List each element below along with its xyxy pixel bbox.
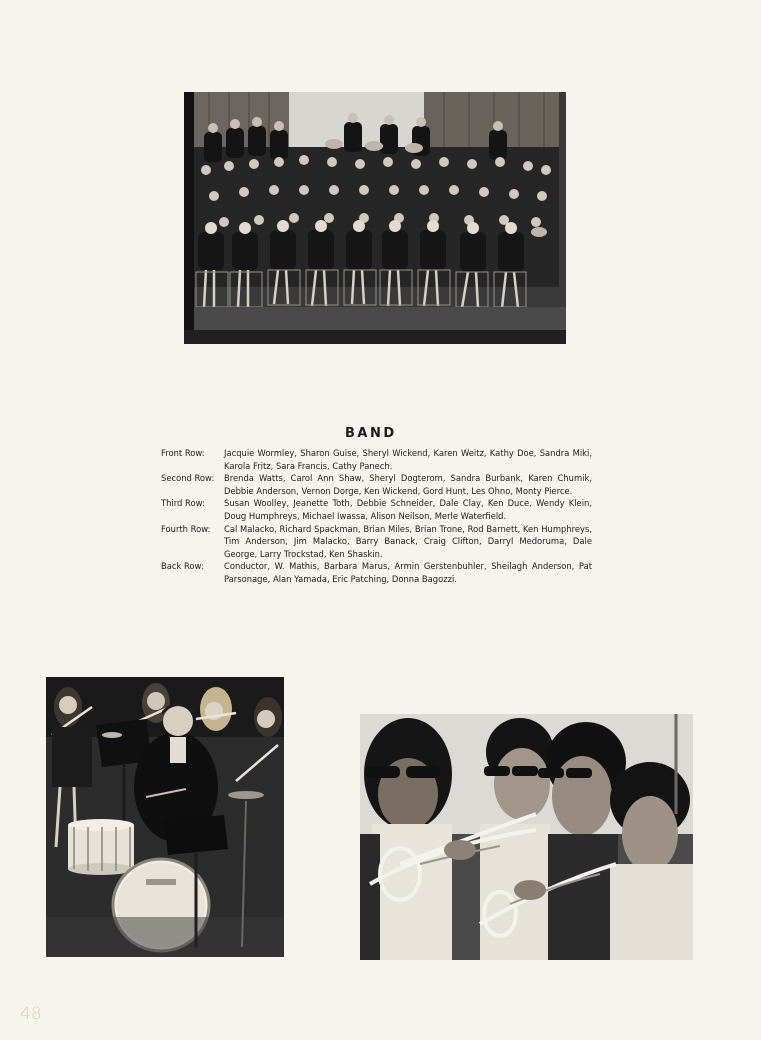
band-group-photo (184, 92, 566, 344)
trumpet-players-photo (360, 714, 693, 960)
row-label: Third Row: (161, 498, 205, 509)
row-label: Front Row: (161, 448, 205, 458)
row-names: Conductor, W. Mathis, Barbara Marus, Armin Gerstenbuhler, Sheilagh Anderson, Pat Parsonage, Alan Yamada, Eric Patching, Donna Bagozzi. (224, 561, 592, 584)
section-title: BAND (345, 426, 397, 441)
roster-row (161, 560, 592, 585)
roster-row (161, 472, 592, 497)
band-roster (161, 447, 592, 586)
row-names: Jacquie Wormley, Sharon Guise, Sheryl Wickend, Karen Weitz, Kathy Doe, Sandra Miki, Karola Fritz, Sara Francis, Cathy Panech. (224, 448, 592, 471)
roster-row (161, 523, 592, 561)
roster-row (161, 447, 592, 472)
drummer-photo (46, 677, 284, 957)
roster-row (161, 497, 592, 522)
row-names: Susan Woolley, Jeanette Toth, Debbie Schneider, Dale Clay, Ken Duce, Wendy Klein, Doug Humphreys, Michael Iwassa, Alison Neilson, Merle Waterfield. (224, 498, 592, 521)
row-label: Second Row: (161, 473, 215, 484)
row-names: Cal Malacko, Richard Spackman, Brian Miles, Brian Trone, Rod Barnett, Ken Humphreys, Tim Anderson, Jim Malacko, Barry Banack, Craig Clifton, Darryl Medoruma, Dale George, Larry Trockstad, Ken Shaskin. (224, 523, 592, 559)
row-label: Fourth Row: (161, 523, 211, 534)
row-names: Brenda Watts, Carol Ann Shaw, Sheryl Dogterom, Sandra Burbank, Karen Chumik, Debbie Anderson, Vernon Dorge, Ken Wickend, Gord Hunt, Les Ohno, Monty Pierce. (224, 473, 592, 496)
page-number: 48 (20, 1004, 42, 1024)
row-label: Back Row: (161, 561, 204, 572)
